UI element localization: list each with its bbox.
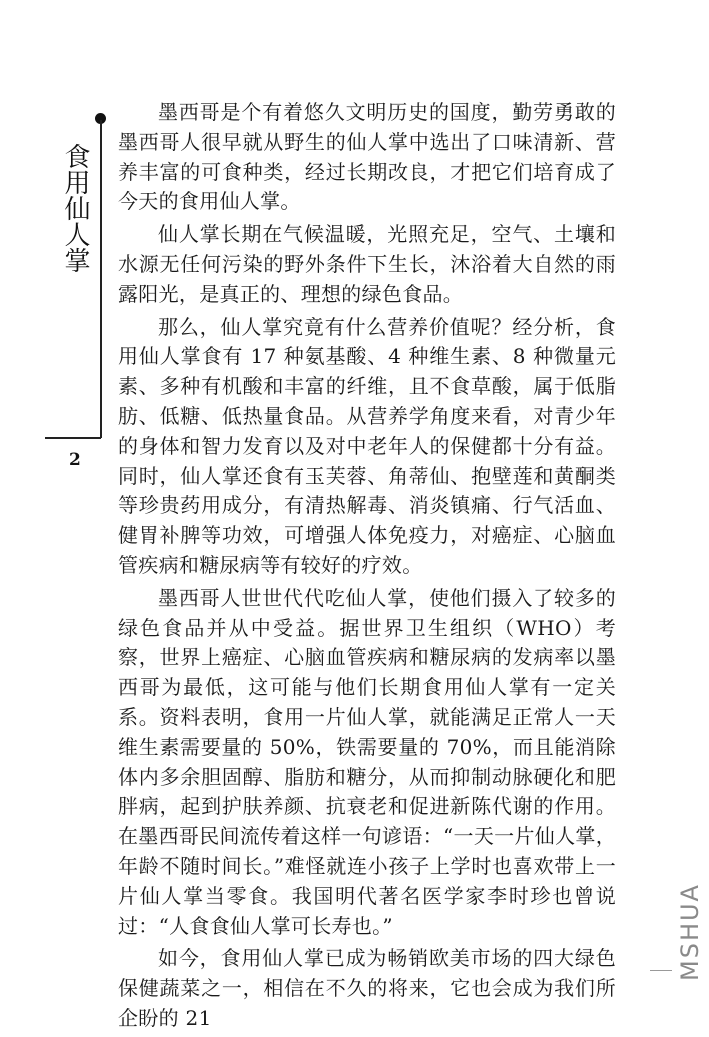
page-number: 2 xyxy=(69,450,81,470)
paragraph-1: 墨西哥是个有着悠久文明历史的国度，勤劳勇敢的墨西哥人很早就从野生的仙人掌中选出了口味清新、营养丰富的可食种类，经过长期改良，才把它们培育成了今天的食用仙人掌。 xyxy=(118,100,616,214)
paragraph-3: 那么，仙人掌究竟有什么营养价值呢？经分析，食用仙人掌食有 17 种氨基酸、4 种维生素、8 种微量元素、多种有机酸和丰富的纤维，且不食草酸，属于低脂肪、低糖、低热量食品。从营养学角度来看，对青少年的身体和智力发育以及对中老年人的保健都十分有益。同时，仙人掌还食有玉芙蓉、角蒂仙、抱壁莲和黄酮类等珍贵药用成分，有清热解毒、消炎镇痛、行气活血、健胃补脾等功效，可增强人体免疫力，对癌症、心脑血管疾病和糖尿病等有较好的疗效。 xyxy=(118,314,616,577)
body-text xyxy=(118,98,616,1037)
paragraph-2: 仙人掌长期在气候温暖，光照充足，空气、土壤和水源无任何污染的野外条件下生长，沐浴着大自然的雨露阳光，是真正的、理想的绿色食品。 xyxy=(118,222,616,306)
running-title: 食用仙人掌 xyxy=(60,143,90,273)
watermark-tick xyxy=(650,970,672,971)
margin-horizontal-rule xyxy=(45,437,101,439)
watermark: MSHUA xyxy=(676,883,704,981)
paragraph-5: 如今，食用仙人掌已成为畅销欧美市场的四大绿色保健蔬菜之一，相信在不久的将来，它也会成为我们所企盼的 21 xyxy=(118,946,616,1030)
paragraph-4: 墨西哥人世世代代吃仙人掌，使他们摄入了较多的绿色食品并从中受益。据世界卫生组织（WHO）考察，世界上癌症、心脑血管疾病和糖尿病的发病率以墨西哥为最低，这可能与他们长期食用仙人掌有一定关系。资料表明，食用一片仙人掌，就能满足正常人一天维生素需要量的 50%，铁需要量的 70%，而且能消除体内多余胆固醇、脂肪和糖分，从而抑制动脉硬化和肥胖病，起到护肤养颜、抗衰老和促进新陈代谢的作用。在墨西哥民间流传着这样一句谚语：“一天一片仙人掌，年龄不随时间长。”难怪就连小孩子上学时也喜欢带上一片仙人掌当零食。我国明代著名医学家李时珍也曾说过：“人食食仙人掌可长寿也。” xyxy=(118,585,616,938)
margin-vertical-rule xyxy=(100,120,102,438)
